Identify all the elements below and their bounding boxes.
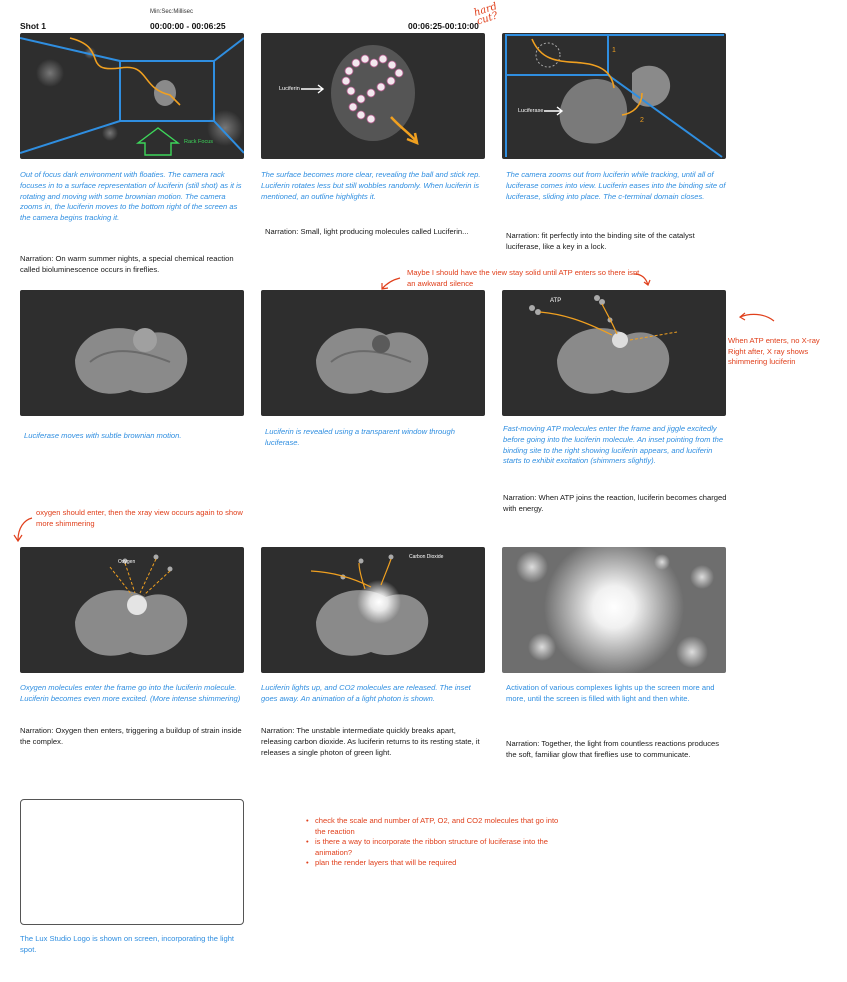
panel-7-narration: Narration: Oxygen then enters, triggering a buildup of strain inside the complex. [20, 726, 242, 746]
panel-9-narration: Narration: Together, the light from countless reactions produces the soft, familiar glow that fireflies use to communicate. [506, 739, 720, 759]
storyboard-frame-6 [502, 290, 726, 416]
panel-4-description: Luciferase moves with subtle brownian motion. [24, 431, 182, 440]
storyboard-frame-10-logo [20, 799, 244, 925]
luciferin-label: Luciferin [279, 86, 300, 92]
step-number-1: 1 [612, 47, 616, 54]
panel-10-description: The Lux Studio Logo is shown on screen, incorporating the light spot. [20, 934, 235, 954]
todo-list [305, 816, 565, 869]
luciferase-label: Luciferase [518, 108, 544, 114]
panel-6-narration: Narration: When ATP joins the reaction, luciferin becomes charged with energy. [503, 493, 727, 513]
storyboard-frame-8 [261, 547, 485, 673]
shot-title: Shot 1 [20, 21, 46, 31]
storyboard-frame-9 [502, 547, 726, 673]
note-arrow-right-icon [632, 272, 652, 288]
panel-3-narration: Narration: fit perfectly into the binding site of the catalyst luciferase, like a key in a lock. [506, 231, 695, 251]
time-range-mid: 00:06:25-00:10:00 [408, 21, 479, 31]
time-format-label: Min:Sec:Millisec [150, 9, 194, 15]
storyboard-frame-2 [261, 33, 485, 159]
todo-item: • is there a way to incorporate the ribbon structure of luciferase into the animation? [315, 837, 565, 858]
storyboard-frame-4 [20, 290, 244, 416]
panel-6-description: Fast-moving ATP molecules enter the frame and jiggle excitedly before going into the luciferin molecule. An inset pointing from the binding site to the right showing luciferin appears, and luciferin starts to exhibit excitation (shimmers slightly). [503, 424, 724, 466]
atp-label: ATP [550, 298, 562, 304]
panel-2-description: The surface becomes more clear, revealing the ball and stick rep. Luciferin rotates less but still wobbles randomly. When luciferin is mentioned, an outline highlights it. [261, 170, 481, 201]
storyboard-frame-5 [261, 290, 485, 416]
handwritten-note: hard cut? [472, 1, 500, 28]
rack-focus-label: Rack Focus [184, 139, 214, 145]
atp-note-arrow-icon [736, 309, 776, 325]
panel-3-description: The camera zooms out from luciferin while tracking, until all of luciferase comes into view. Luciferin eases into the binding site of luciferase, sliding into place. The c-terminal domain closes. [506, 170, 726, 201]
step-number-2: 2 [640, 117, 644, 124]
time-range-start: 00:00:00 - 00:06:25 [150, 21, 226, 31]
panel-8-description: Luciferin lights up, and CO2 molecules are released. The inset goes away. An animation of a light photon is shown. [261, 683, 471, 703]
panel-1-description: Out of focus dark environment with floaties. The camera rack focuses in to a surface representation of luciferin (still shot) as it is rotating and moving with some brownian motion. The camera zooms in, the luciferin moves to the bottom right of the screen as the camera begins tracking it. [20, 170, 242, 223]
note-oxygen: oxygen should enter, then the xray view occurs again to show more shimmering [36, 508, 243, 528]
note-atp: When ATP enters, no X-ray Right after, X ray shows shimmering luciferin [728, 336, 820, 367]
carbon-dioxide-label: Carbon Dioxide [409, 554, 444, 560]
panel-7-description: Oxygen molecules enter the frame go into the luciferin molecule. Luciferin becomes even more excited. (More intense shimmering) [20, 683, 241, 703]
todo-item: • check the scale and number of ATP, O2, and CO2 molecules that go into the reaction [315, 816, 565, 837]
storyboard-frame-1 [20, 33, 244, 159]
panel-2-narration: Narration: Small, light producing molecules called Luciferin... [265, 227, 469, 236]
panel-5-description: Luciferin is revealed using a transparent window through luciferase. [265, 427, 455, 447]
note-silence: Maybe I should have the view stay solid until ATP enters so there isnt an awkward silence [407, 268, 640, 288]
storyboard-frame-3 [502, 33, 726, 159]
oxygen-label: Oxygen [118, 559, 136, 565]
todo-item: • plan the render layers that will be required [315, 858, 565, 869]
panel-9-description: Activation of various complexes lights up the screen more and more, until the screen is filled with light and then white. [506, 683, 715, 703]
storyboard-frame-7 [20, 547, 244, 673]
panel-1-narration: Narration: On warm summer nights, a special chemical reaction called bioluminescence occurs in fireflies. [20, 254, 234, 274]
oxygen-note-arrow-icon [12, 516, 34, 544]
panel-8-narration: Narration: The unstable intermediate quickly breaks apart, releasing carbon dioxide. As luciferin returns to its resting state, it releases a single photon of green light. [261, 726, 480, 757]
